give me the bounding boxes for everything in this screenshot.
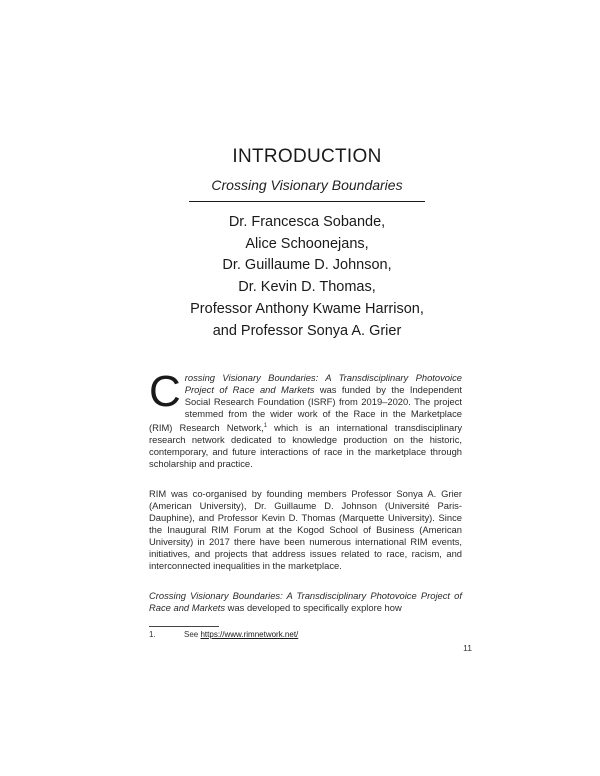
footnote-divider <box>149 626 219 627</box>
intro-paragraph <box>149 367 463 471</box>
author-line: Alice Schoonejans, <box>245 235 369 252</box>
page-subtitle: Crossing Visionary Boundaries <box>211 177 403 193</box>
page-title: INTRODUCTION <box>232 146 382 167</box>
project-title: Crossing Visionary Boundaries: A Transdisciplinary Photovoice Project of Race and Markets <box>149 590 462 614</box>
project-paragraph <box>149 590 462 614</box>
footnote-prefix: See <box>184 630 201 639</box>
title-divider <box>189 201 425 202</box>
paragraph-text: which is an international transdisciplinary research network dedicated to knowledge production on the historic, contemporary, and future interactions of race in the marketplace through scholarship and practice. <box>149 422 463 470</box>
author-line: Dr. Francesca Sobande, <box>228 214 386 230</box>
paragraph-text: was developed to specifically explore how <box>225 602 402 614</box>
author-line: Professor Anthony Kwame Harrison, <box>190 300 424 317</box>
page-number: 11 <box>463 643 472 653</box>
footnote-ref[interactable]: 1 <box>263 423 268 430</box>
footnote-number: 1. <box>149 630 156 639</box>
project-title: rossing Visionary Boundaries: A Transdisciplinary Photovoice Project of Race and Markets <box>184 372 462 396</box>
rim-paragraph: RIM was co-organised by founding members Professor Sonya A. Grier (American University), Dr. Guillaume D. Johnson (Université Paris-Dauphine), and Professor Kevin D. Thomas (Marquette University). Since the Inaugural RIM Forum at the Kogod School of Business (American University) in 2017 there have been numerous international RIM events, initiatives, and projects that address issues related to race, racism, and interconnected inequalities in the marketplace. <box>149 488 462 572</box>
author-list <box>0 212 600 342</box>
footnote-link[interactable]: https://www.rimnetwork.net/ <box>200 630 299 639</box>
footnote <box>149 630 298 639</box>
author-line: and Professor Sonya A. Grier <box>212 322 402 339</box>
author-line: Dr. Kevin D. Thomas, <box>238 279 376 296</box>
paragraph-text: was funded by the Independent Social Research Foundation (ISRF) from 2019–2020. The project stemmed from the wider work of the Race in the Marketplace (RIM) Research Network, <box>149 384 462 434</box>
author-line: Dr. Guillaume D. Johnson, <box>222 257 392 274</box>
drop-cap: C <box>149 367 181 416</box>
